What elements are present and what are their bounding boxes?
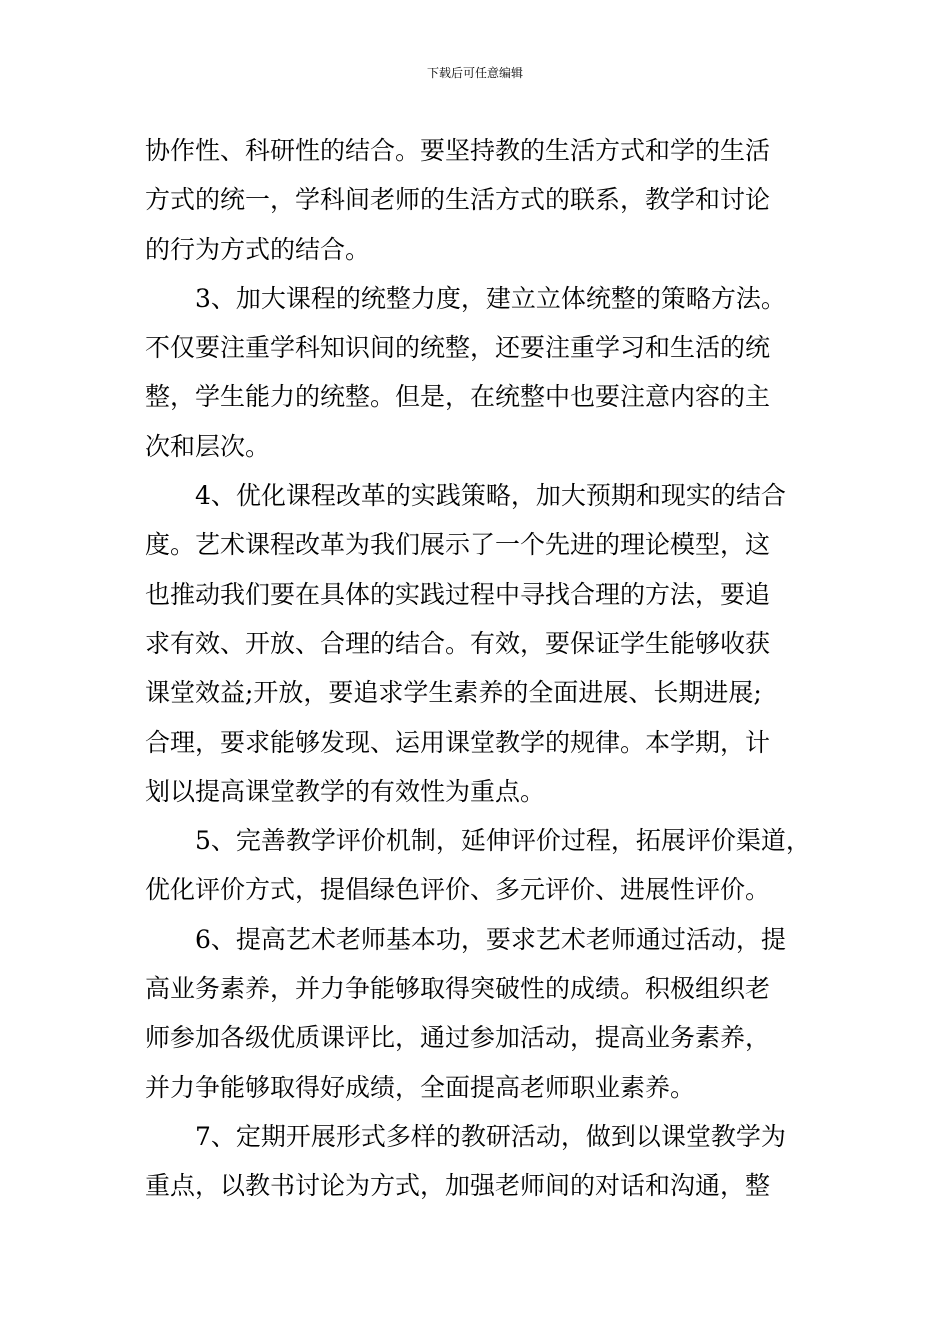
text-line: 4、优化课程改革的实践策略，加大预期和现实的结合 bbox=[195, 481, 786, 511]
text-line: 并力争能够取得好成绩，全面提高老师职业素养。 bbox=[145, 1072, 696, 1102]
paragraph-1 bbox=[145, 126, 810, 274]
text-line: 3、加大课程的统整力度，建立立体统整的策略方法。 bbox=[195, 283, 786, 313]
text-line: 度。艺术课程改革为我们展示了一个先进的理论模型，这 bbox=[145, 530, 771, 560]
text-line: 7、定期开展形式多样的教研活动，做到以课堂教学为 bbox=[195, 1121, 786, 1151]
text-line: 求有效、开放、合理的结合。有效，要保证学生能够收获 bbox=[145, 628, 771, 658]
paragraph-4 bbox=[145, 816, 810, 915]
text-line: 重点，以教书讨论为方式，加强老师间的对话和沟通，整 bbox=[145, 1171, 771, 1201]
document-body bbox=[145, 126, 810, 1211]
text-line: 高业务素养，并力争能够取得突破性的成绩。积极组织老 bbox=[145, 974, 771, 1004]
paragraph-5 bbox=[145, 915, 810, 1112]
text-line: 协作性、科研性的结合。要坚持教的生活方式和学的生活 bbox=[145, 136, 771, 165]
text-line: 整，学生能力的统整。但是，在统整中也要注意内容的主 bbox=[145, 382, 771, 412]
text-line: 次和层次。 bbox=[145, 431, 271, 461]
text-line: 方式的统一，学科间老师的生活方式的联系，教学和讨论 bbox=[145, 185, 771, 215]
text-line: 师参加各级优质课评比，通过参加活动，提高业务素养， bbox=[145, 1023, 771, 1053]
text-line: 合理，要求能够发现、运用课堂教学的规律。本学期，计 bbox=[145, 727, 771, 757]
text-line: 课堂效益;开放，要追求学生素养的全面进展、长期进展; bbox=[145, 678, 762, 708]
text-line: 划以提高课堂教学的有效性为重点。 bbox=[145, 776, 546, 806]
paragraph-6 bbox=[145, 1112, 810, 1211]
paragraph-3 bbox=[145, 471, 810, 816]
text-line: 的行为方式的结合。 bbox=[145, 234, 371, 264]
text-line: 不仅要注重学科知识间的统整，还要注重学习和生活的统 bbox=[145, 333, 771, 363]
text-line: 也推动我们要在具体的实践过程中寻找合理的方法，要追 bbox=[145, 579, 771, 609]
paragraph-2 bbox=[145, 274, 810, 471]
text-line: 优化评价方式，提倡绿色评价、多元评价、进展性评价。 bbox=[145, 875, 771, 905]
text-line: 5、完善教学评价机制，延伸评价过程，拓展评价渠道， bbox=[195, 826, 811, 856]
page-header: 下载后可任意编辑 bbox=[426, 66, 523, 80]
text-line: 6、提高艺术老师基本功，要求艺术老师通过活动，提 bbox=[195, 924, 786, 954]
